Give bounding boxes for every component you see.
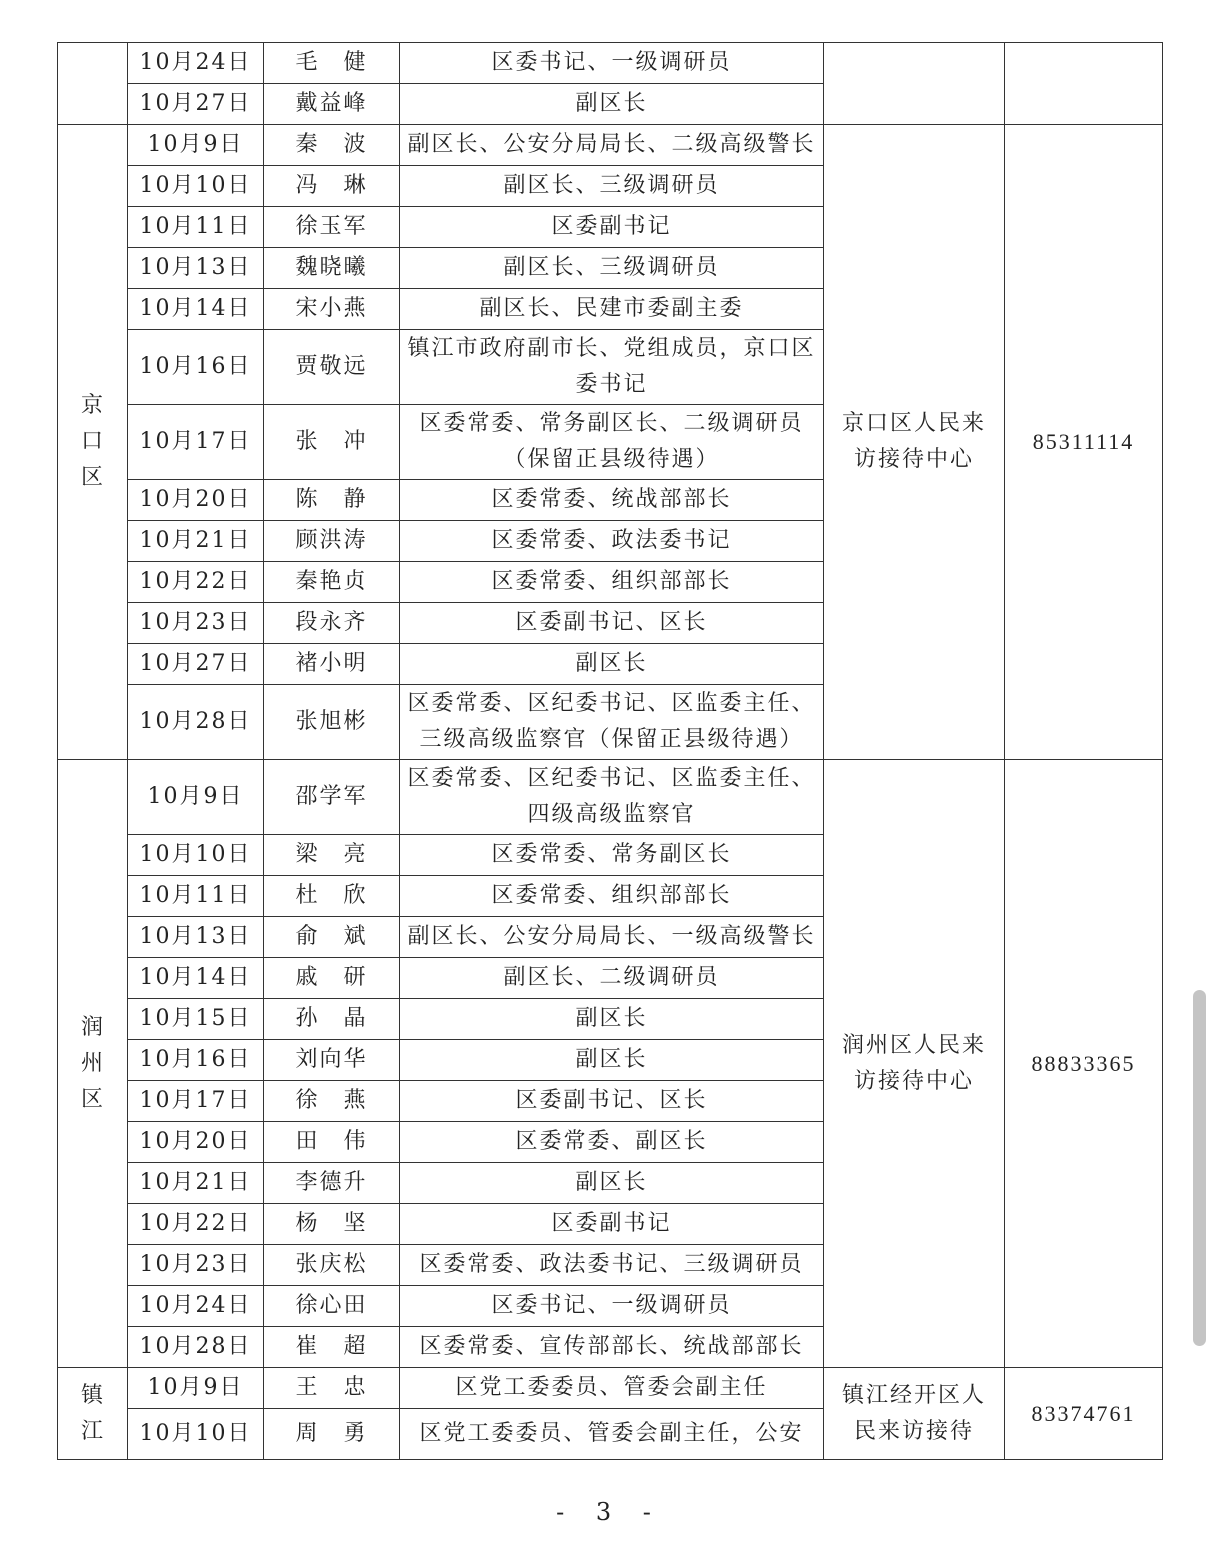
name-cell: 刘向华: [264, 1040, 400, 1081]
date-cell: 10月24日: [128, 1286, 264, 1327]
title-cell: 副区长: [400, 1040, 824, 1081]
title-cell: 区委常委、政法委书记: [400, 521, 824, 562]
title-cell: 区委常委、组织部部长: [400, 562, 824, 603]
date-cell: 10月21日: [128, 1163, 264, 1204]
title-cell: 区委常委、常务副区长、二级调研员（保留正县级待遇）: [400, 405, 824, 480]
title-cell: 区委常委、宣传部部长、统战部部长: [400, 1327, 824, 1368]
date-cell: 10月15日: [128, 999, 264, 1040]
date-cell: 10月13日: [128, 248, 264, 289]
title-cell: 区委书记、一级调研员: [400, 1286, 824, 1327]
name-cell: 张庆松: [264, 1245, 400, 1286]
date-cell: 10月9日: [128, 760, 264, 835]
name-cell: 徐 燕: [264, 1081, 400, 1122]
title-cell: 副区长: [400, 644, 824, 685]
name-cell: 戚 研: [264, 958, 400, 999]
district-cell: 京口区: [58, 125, 128, 760]
phone-cell: [1005, 43, 1163, 125]
name-cell: 张 冲: [264, 405, 400, 480]
date-cell: 10月10日: [128, 835, 264, 876]
name-cell: 崔 超: [264, 1327, 400, 1368]
title-cell: 区党工委委员、管委会副主任，公安: [400, 1409, 824, 1460]
title-cell: 区委常委、副区长: [400, 1122, 824, 1163]
name-cell: 张旭彬: [264, 685, 400, 760]
title-cell: 副区长、三级调研员: [400, 166, 824, 207]
date-cell: 10月11日: [128, 207, 264, 248]
title-cell: 区党工委委员、管委会副主任: [400, 1368, 824, 1409]
date-cell: 10月14日: [128, 958, 264, 999]
title-cell: 区委副书记、区长: [400, 1081, 824, 1122]
title-cell: 区委副书记: [400, 207, 824, 248]
date-cell: 10月17日: [128, 1081, 264, 1122]
table-row: [58, 760, 1163, 835]
date-cell: 10月20日: [128, 1122, 264, 1163]
name-cell: 冯 琳: [264, 166, 400, 207]
date-cell: 10月14日: [128, 289, 264, 330]
name-cell: 秦艳贞: [264, 562, 400, 603]
title-cell: 副区长、公安分局局长、二级高级警长: [400, 125, 824, 166]
name-cell: 陈 静: [264, 480, 400, 521]
district-cell: 镇江: [58, 1368, 128, 1460]
name-cell: 田 伟: [264, 1122, 400, 1163]
date-cell: 10月13日: [128, 917, 264, 958]
title-cell: 区委副书记、区长: [400, 603, 824, 644]
phone-cell: 83374761: [1005, 1368, 1163, 1460]
title-cell: 区委常委、政法委书记、三级调研员: [400, 1245, 824, 1286]
title-cell: 区委常委、区纪委书记、区监委主任、三级高级监察官（保留正县级待遇）: [400, 685, 824, 760]
title-cell: 副区长: [400, 999, 824, 1040]
title-cell: 区委副书记: [400, 1204, 824, 1245]
date-cell: 10月22日: [128, 562, 264, 603]
schedule-table: [57, 42, 1163, 1460]
date-cell: 10月11日: [128, 876, 264, 917]
table-row: [58, 125, 1163, 166]
date-cell: 10月16日: [128, 330, 264, 405]
venue-cell: 润州区人民来访接待中心: [824, 760, 1005, 1368]
date-cell: 10月9日: [128, 1368, 264, 1409]
date-cell: 10月23日: [128, 1245, 264, 1286]
name-cell: 秦 波: [264, 125, 400, 166]
title-cell: 区委常委、常务副区长: [400, 835, 824, 876]
title-cell: 区委书记、一级调研员: [400, 43, 824, 84]
name-cell: 魏晓曦: [264, 248, 400, 289]
name-cell: 周 勇: [264, 1409, 400, 1460]
table-row: [58, 43, 1163, 84]
name-cell: 毛 健: [264, 43, 400, 84]
name-cell: 徐心田: [264, 1286, 400, 1327]
name-cell: 俞 斌: [264, 917, 400, 958]
title-cell: 副区长、公安分局局长、一级高级警长: [400, 917, 824, 958]
name-cell: 孙 晶: [264, 999, 400, 1040]
date-cell: 10月10日: [128, 1409, 264, 1460]
scrollbar-thumb[interactable]: [1193, 990, 1206, 1346]
date-cell: 10月27日: [128, 84, 264, 125]
name-cell: 邵学军: [264, 760, 400, 835]
venue-cell: 镇江经开区人民来访接待: [824, 1368, 1005, 1460]
title-cell: 副区长、民建市委副主委: [400, 289, 824, 330]
date-cell: 10月22日: [128, 1204, 264, 1245]
date-cell: 10月27日: [128, 644, 264, 685]
table-row: [58, 1368, 1163, 1409]
date-cell: 10月17日: [128, 405, 264, 480]
date-cell: 10月28日: [128, 1327, 264, 1368]
title-cell: 副区长、三级调研员: [400, 248, 824, 289]
name-cell: 褚小明: [264, 644, 400, 685]
name-cell: 贾敬远: [264, 330, 400, 405]
title-cell: 副区长: [400, 1163, 824, 1204]
name-cell: 顾洪涛: [264, 521, 400, 562]
date-cell: 10月21日: [128, 521, 264, 562]
date-cell: 10月28日: [128, 685, 264, 760]
name-cell: 李德升: [264, 1163, 400, 1204]
district-cell: [58, 43, 128, 125]
name-cell: 梁 亮: [264, 835, 400, 876]
name-cell: 王 忠: [264, 1368, 400, 1409]
name-cell: 杨 坚: [264, 1204, 400, 1245]
date-cell: 10月20日: [128, 480, 264, 521]
title-cell: 区委常委、区纪委书记、区监委主任、四级高级监察官: [400, 760, 824, 835]
schedule-table-body: [58, 43, 1163, 1460]
phone-cell: 88833365: [1005, 760, 1163, 1368]
venue-cell: [824, 43, 1005, 125]
page-number: - 3 -: [556, 1498, 663, 1526]
date-cell: 10月16日: [128, 1040, 264, 1081]
title-cell: 区委常委、统战部部长: [400, 480, 824, 521]
name-cell: 段永齐: [264, 603, 400, 644]
venue-cell: 京口区人民来访接待中心: [824, 125, 1005, 760]
date-cell: 10月9日: [128, 125, 264, 166]
date-cell: 10月24日: [128, 43, 264, 84]
name-cell: 杜 欣: [264, 876, 400, 917]
district-cell: 润州区: [58, 760, 128, 1368]
name-cell: 戴益峰: [264, 84, 400, 125]
date-cell: 10月10日: [128, 166, 264, 207]
phone-cell: 85311114: [1005, 125, 1163, 760]
title-cell: 镇江市政府副市长、党组成员，京口区委书记: [400, 330, 824, 405]
title-cell: 区委常委、组织部部长: [400, 876, 824, 917]
title-cell: 副区长: [400, 84, 824, 125]
name-cell: 徐玉军: [264, 207, 400, 248]
name-cell: 宋小燕: [264, 289, 400, 330]
title-cell: 副区长、二级调研员: [400, 958, 824, 999]
date-cell: 10月23日: [128, 603, 264, 644]
